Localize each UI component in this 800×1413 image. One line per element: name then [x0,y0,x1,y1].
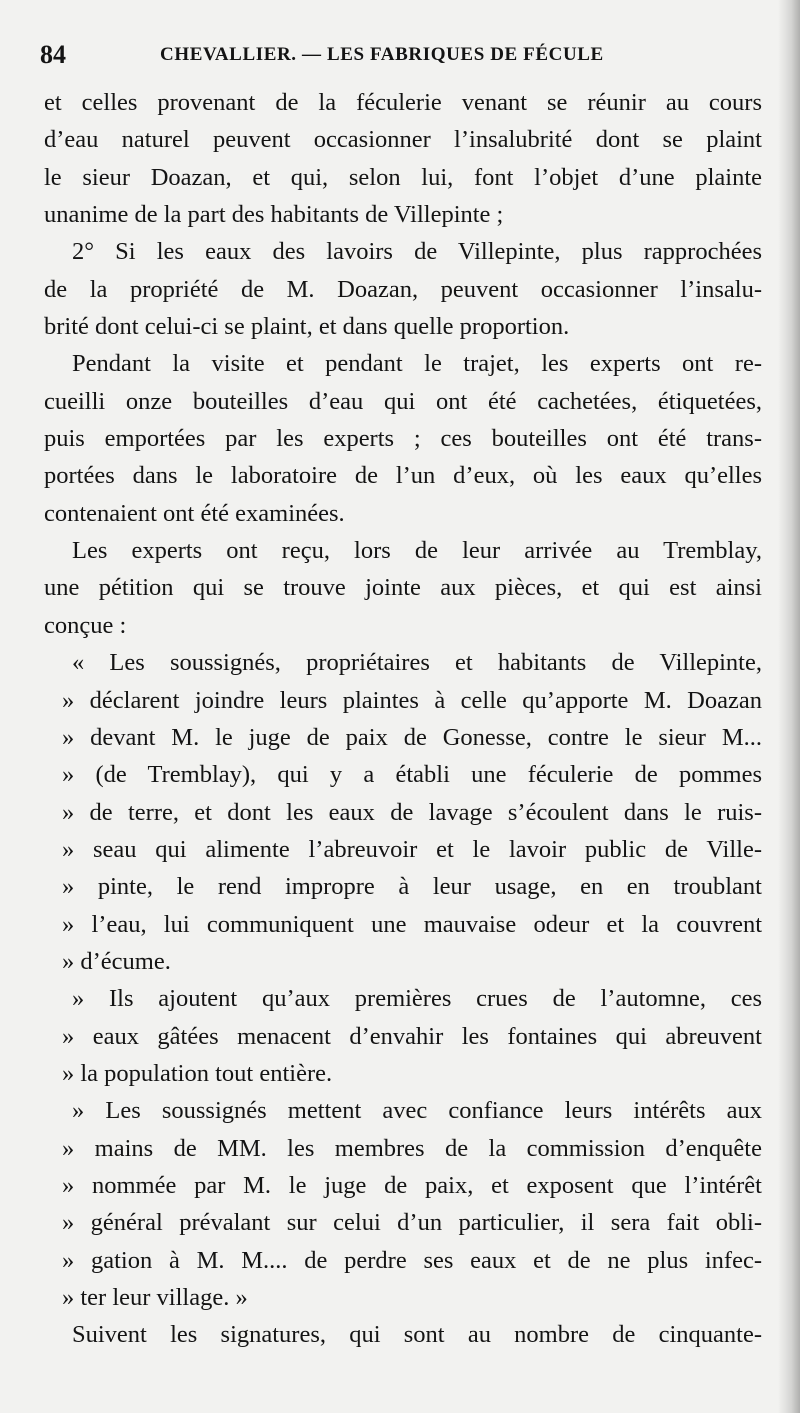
text-line: » la population tout entière. [62,1059,333,1087]
text-line: » gation à M. M.... de perdre ses eaux et de ne plus infec- [62,1246,762,1274]
text-line: portées dans le laboratoire de l’un d’eux, où les eaux qu’elles [44,462,762,490]
text-line: de la propriété de M. Doazan, peuvent occasionner l’insalu- [44,275,762,303]
text-line: Les experts ont reçu, lors de leur arrivée au Tremblay, [72,537,762,565]
text-line: cueilli onze bouteilles d’eau qui ont été cachetées, étiquetées, [44,387,762,415]
text-line: et celles provenant de la féculerie venant se réunir au cours [44,89,762,116]
text-line: » seau qui alimente l’abreuvoir et le lavoir public de Ville- [62,835,762,863]
text-line: » ter leur village. » [62,1284,248,1311]
text-line: » l’eau, lui communiquent une mauvaise odeur et la couvrent [62,910,762,938]
text-line: brité dont celui-ci se plaint, et dans quelle proportion. [44,313,570,341]
text-line: » (de Tremblay), qui y a établi une féculerie de pommes [62,761,762,789]
text-line: » d’écume. [62,947,171,975]
text-line: contenaient ont été examinées. [44,499,345,527]
body-text [44,84,762,1354]
text-line: » pinte, le rend impropre à leur usage, en en troublant [62,873,762,901]
text-line: » général prévalant sur celui d’un particulier, il sera fait obli- [62,1209,762,1237]
text-line: unanime de la part des habitants de Villepinte ; [44,201,504,229]
page-header [40,40,760,76]
text-line: 2° Si les eaux des lavoirs de Villepinte, plus rapprochées [72,238,762,266]
page-number: 84 [40,40,66,69]
text-line: conçue : [44,611,127,639]
text-line: » déclarent joindre leurs plaintes à celle qu’apporte M. Doazan [62,686,762,714]
text-line: Pendant la visite et pendant le trajet, les experts ont re- [72,350,762,378]
running-head: CHEVALLIER. — LES FABRIQUES DE FÉCULE [160,44,604,65]
text-line: » devant M. le juge de paix de Gonesse, contre le sieur M... [62,723,762,751]
text-line: Suivent les signatures, qui sont au nombre de cinquante- [72,1321,762,1349]
text-line: le sieur Doazan, et qui, selon lui, font l’objet d’une plainte [44,163,762,191]
page-edge-shadow [778,0,800,1413]
text-line: » mains de MM. les membres de la commission d’enquête [62,1134,762,1162]
text-line: d’eau naturel peuvent occasionner l’insalubrité dont se plaint [44,126,762,154]
text-line: puis emportées par les experts ; ces bouteilles ont été trans- [44,425,762,453]
text-line: une pétition qui se trouve jointe aux pièces, et qui est ainsi [44,574,762,602]
text-line: » Ils ajoutent qu’aux premières crues de l’automne, ces [72,985,762,1013]
text-line: » de terre, et dont les eaux de lavage s’écoulent dans le ruis- [62,798,762,826]
text-line: « Les soussignés, propriétaires et habitants de Villepinte, [72,649,762,677]
text-line: » Les soussignés mettent avec confiance leurs intérêts aux [72,1097,762,1125]
text-line: » eaux gâtées menacent d’envahir les fontaines qui abreuvent [62,1022,762,1050]
text-line: » nommée par M. le juge de paix, et exposent que l’intérêt [62,1171,762,1199]
